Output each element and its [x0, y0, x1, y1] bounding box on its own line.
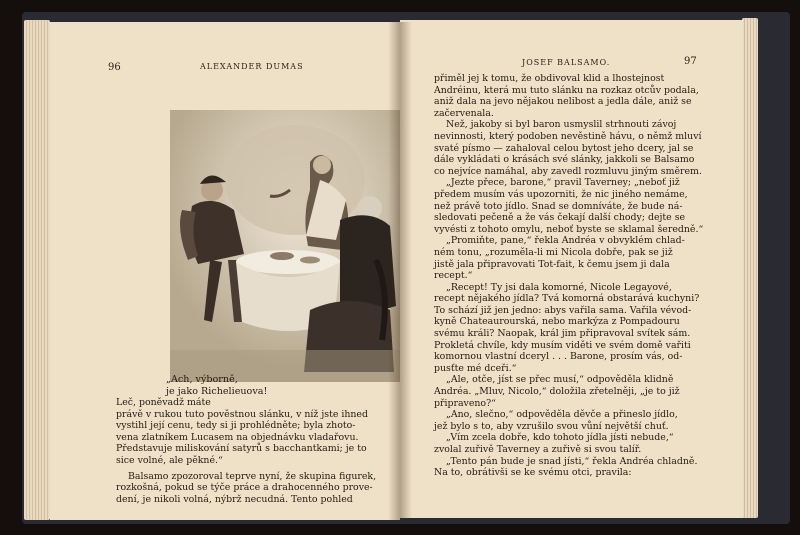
text-line: svému králi? Naopak, král jim připravoval svítek sám.: [434, 328, 691, 340]
text-line: rozkošná, pokud se týče práce a drahocenného prove-: [116, 482, 373, 494]
text-line: právě v rukou tuto pověstnou slánku, v níž jste ihned: [116, 408, 368, 420]
text-line: „Tento pán bude je snad jísti,“ řekla Andréa chladně.: [446, 455, 698, 467]
text-line: než právě toto jídlo. Snad se domníváte, že bude ná-: [434, 200, 683, 212]
text-line: vyvésti z tohoto omylu, neboť byste se sklamal šeredně.“: [434, 223, 704, 235]
text-line: vystihl její cenu, tedy si ji prohlédněte; byla zhoto-: [116, 420, 356, 432]
text-line: Prokletá chvíle, kdy musím viděti ve svém domě vařiti: [434, 339, 691, 351]
text-line: Andréinu, která mu tuto slánku na rozkaz otcův podala,: [434, 84, 699, 96]
text-line: komornou vlastní dceryl . . . Barone, prosím vás, od-: [434, 351, 683, 363]
text-line: svaté písmo — zahaloval celou bytost jeho dcery, jal se: [434, 142, 694, 154]
text-line: kyně Chateaurourská, nebo markýza z Pompadouru: [434, 316, 680, 328]
text-line: „Ano, slečno,“ odpověděla děvče a přineslo jídlo,: [446, 409, 678, 421]
text-line: zvolal zuřivě Taverney a zuřivě si svou talíř.: [434, 444, 642, 455]
right-page-body: [434, 73, 714, 479]
right-page: [400, 20, 743, 518]
page-number-left: 96: [108, 62, 121, 73]
text-line: „Promiňte, pane,“ řekla Andréa v obvyklém chlad-: [446, 235, 685, 247]
text-line: co nejvíce namáhal, aby zavedl rozmluvu jiným směrem.: [434, 165, 702, 177]
text-line: sledovati pečeně a že vás čekají další chody; dejte se: [434, 212, 686, 224]
text-line: ném tonu, „rozuměla-li mi Nicola dobře, pak se již: [434, 246, 673, 258]
text-line: Leč, poněvadž máte: [116, 397, 211, 408]
text-line: To schází již jen jedno: abys vařila sama. Vařila vévod-: [434, 304, 692, 316]
text-line: Balsamo zpozoroval teprve nyní, že skupina figurek,: [128, 470, 377, 482]
text-line: začervenala.: [434, 107, 494, 119]
text-line: Představuje miliskování satyrů s bacchantkami; je to: [116, 443, 367, 455]
text-line: nevinnosti, který podoben nevěstině hávu, o němž mluví: [434, 130, 702, 142]
text-line: recept.“: [434, 270, 473, 282]
left-page-body: [116, 397, 388, 505]
text-line: dení, je nikoli volná, nýbrž necudná. Tento pohled: [116, 493, 353, 505]
text-line: připraveno?“: [434, 397, 496, 409]
illustration-caption: [166, 374, 267, 398]
text-line: vena zlatníkem Lucasem na objednávku vladařovu.: [116, 431, 359, 443]
text-line: Andréa. „Mluv, Nicolo,“ doložila zřetelněji, „je to již: [434, 386, 680, 398]
text-line: jistě jala připravovati Tot-fait, k čemu jsem ji dala: [434, 258, 670, 270]
text-line: dále vykládati o krásách své slánky, jakkoli se Balsamo: [434, 154, 695, 166]
text-line: „Vím zcela dobře, kdo tohoto jídla jísti nebude,“: [446, 432, 674, 444]
text-line: Než, jakoby si byl baron usmyslil strhnouti závoj: [446, 119, 677, 131]
text-line: předem musím vás upozorniti, že nic jiného nemáme,: [434, 188, 688, 200]
text-line: „Recept! Ty jsi dala komorné, Nicole Legayové,: [446, 281, 672, 293]
illustration-dinner-scene: [170, 110, 400, 382]
running-header-right: JOSEF BALSAMO.: [522, 58, 611, 67]
caption-line: „Ach, výborně,: [166, 374, 238, 385]
text-line: jež bylo s to, aby vzrušilo svou vůní největší chuť.: [434, 420, 669, 432]
caption-line: je jako Richelieuova!: [166, 385, 268, 397]
text-line: aniž dala na jevo nějakou nelibost a jedla dále, aniž se: [434, 96, 692, 108]
text-line: „Jezte přece, barone,“ pravil Taverney; „neboť již: [446, 177, 680, 189]
text-line: sice volné, ale pěkné.“: [116, 454, 223, 466]
text-line: recept nějakého jídla? Tvá komorná obstarává kuchyni?: [434, 293, 700, 305]
page-number-right: 97: [684, 56, 697, 67]
text-line: „Ale, otče, jíst se přec musí,“ odpověděla klidně: [446, 374, 674, 386]
running-header-left: ALEXANDER DUMAS: [200, 62, 304, 71]
text-line: Na to, obrátivši se ke svému otci, pravila:: [434, 467, 632, 479]
page-edges-left: [24, 20, 50, 520]
page-edges-right: [742, 18, 758, 518]
text-line: přiměl jej k tomu, že obdivoval klid a lhostejnost: [434, 73, 665, 84]
left-page: [50, 22, 400, 520]
text-line: pusťte mé dceři.“: [434, 362, 517, 374]
